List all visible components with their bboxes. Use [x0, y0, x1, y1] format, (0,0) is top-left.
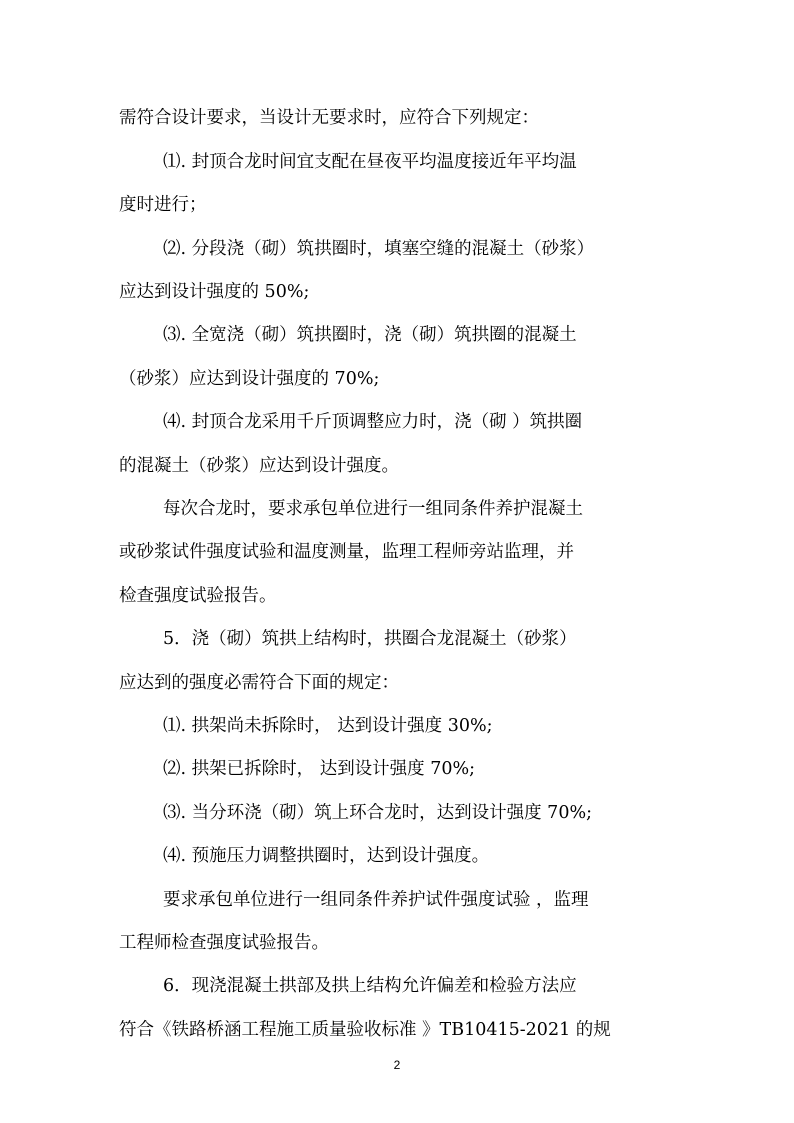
text-line: 的混凝土（砂浆）应达到设计强度。 [119, 456, 399, 476]
text-line: 每次合龙时，要求承包单位进行一组同条件养护混凝土 [163, 499, 583, 519]
text-line: ⑴. 封顶合龙时间宜支配在昼夜平均温度接近年平均温 [163, 152, 577, 172]
text-line: 应达到的强度必需符合下面的规定： [119, 673, 399, 693]
page-number: 2 [393, 1058, 401, 1072]
text-line: ⑷. 封顶合龙采用千斤顶调整应力时，浇（砌 ）筑拱圈 [163, 412, 583, 432]
text-line: 5．浇（砌）筑拱上结构时，拱圈合龙混凝土（砂浆） [163, 629, 577, 649]
text-line: （砂浆）应达到设计强度的 70%; [119, 369, 380, 389]
text-line: ⑶. 当分环浇（砌）筑上环合龙时，达到设计强度 70%; [163, 803, 592, 823]
text-line: ⑵. 分段浇（砌）筑拱圈时，填塞空缝的混凝土（砂浆） [163, 239, 595, 259]
text-line: 或砂浆试件强度试验和温度测量，监理工程师旁站监理，并 [119, 542, 574, 562]
text-line: 要求承包单位进行一组同条件养护试件强度试验 ，监理 [163, 890, 589, 910]
text-line: 检查强度试验报告。 [119, 586, 277, 606]
text-line: ⑷. 预施压力调整拱圈时，达到设计强度。 [163, 846, 490, 866]
text-line: ⑶. 全宽浇（砌）筑拱圈时，浇（砌）筑拱圈的混凝土 [163, 325, 577, 345]
text-line: 应达到设计强度的 50%; [119, 282, 310, 302]
text-line: 工程师检查强度试验报告。 [119, 933, 329, 953]
text-line: ⑴. 拱架尚未拆除时， 达到设计强度 30%; [163, 716, 493, 736]
text-line: 度时进行； [119, 195, 207, 215]
text-line: 需符合设计要求，当设计无要求时，应符合下列规定： [119, 108, 539, 128]
text-line: 符合《铁路桥涵工程施工质量验收标准 》TB10415-2021 的规 [119, 1020, 611, 1040]
text-line: 6．现浇混凝土拱部及拱上结构允许偏差和检验方法应 [163, 976, 577, 996]
text-line: ⑵. 拱架已拆除时， 达到设计强度 70%; [163, 759, 476, 779]
